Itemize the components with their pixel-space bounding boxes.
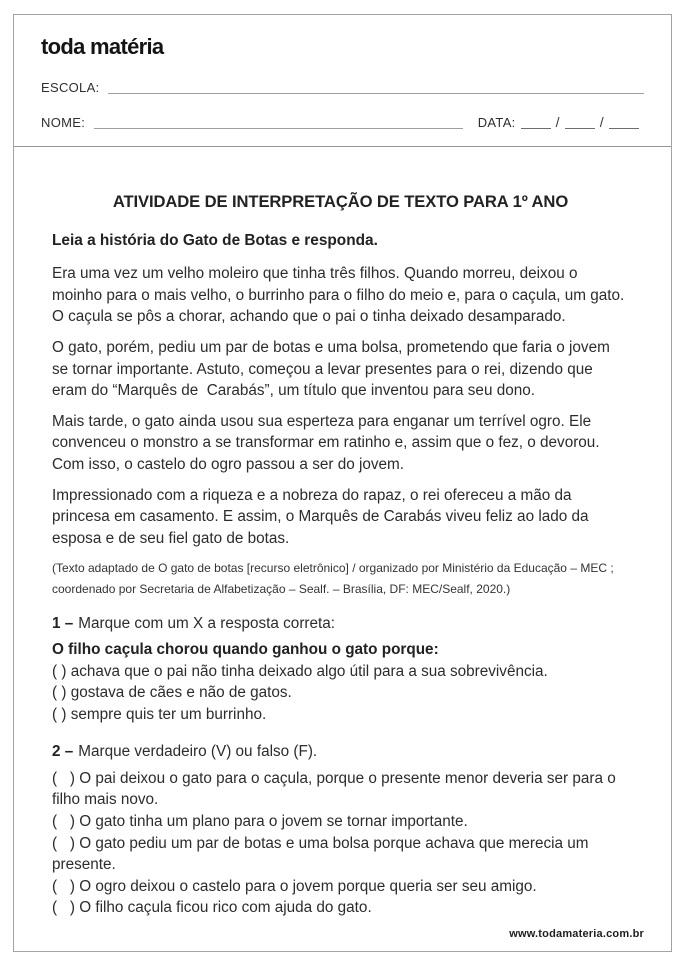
date-day-blank[interactable] xyxy=(521,126,551,129)
source-citation: (Texto adaptado de O gato de botas [recurso eletrônico] / organizado por Ministério da Educação – MEC ; coordenado por Secretaria de Alfabetização – Sealf. – Brasília, DF: MEC/Sealf, 2020.) xyxy=(52,561,614,596)
question-2-heading xyxy=(52,741,629,763)
true-false-item-4[interactable]: ( ) O ogro deixou o castelo para o jovem porque queria ser seu amigo. xyxy=(52,877,537,895)
school-blank-line[interactable] xyxy=(108,91,644,94)
story-paragraph-2: O gato, porém, pediu um par de botas e uma bolsa, prometendo que faria o jovem se tornar importante. Astuto, começou a levar presentes para o rei, dizendo que eram do “Marquês de Carabás”, um título que inventou para seu dono. xyxy=(52,338,615,400)
true-false-item-1[interactable]: ( ) O pai deixou o gato para o caçula, porque o presente menor deveria ser para o filho mais novo. xyxy=(52,769,621,809)
date-slash: / xyxy=(555,114,560,130)
answer-option-2[interactable]: ( ) gostava de cães e não de gatos. xyxy=(52,684,292,702)
date-year-blank[interactable] xyxy=(609,126,639,129)
date-slash: / xyxy=(599,114,604,130)
question-1-options xyxy=(52,661,629,726)
toda-materia-logo: toda matéria xyxy=(41,34,164,59)
question-1-number: 1 – xyxy=(52,615,74,633)
date-month-blank[interactable] xyxy=(565,126,595,129)
worksheet-content xyxy=(14,147,671,919)
question-2-items xyxy=(52,768,629,919)
story-paragraph-3: Mais tarde, o gato ainda usou sua esperteza para enganar um terrível ogro. Ele convenceu o monstro a se transformar em ratinho e, assim que o fez, o devorou. Com isso, o castelo do ogro passou a ser do jovem. xyxy=(52,412,604,473)
answer-option-1[interactable]: ( ) achava que o pai não tinha deixado algo útil para a sua sobrevivência. xyxy=(52,662,548,680)
question-2-prompt: Marque verdadeiro (V) ou falso (F). xyxy=(78,743,318,761)
worksheet-page xyxy=(13,14,672,952)
name-date-field-row xyxy=(41,114,644,130)
true-false-item-2[interactable]: ( ) O gato tinha um plano para o jovem se tornar importante. xyxy=(52,813,468,831)
question-2-number: 2 – xyxy=(52,743,74,761)
question-1-heading xyxy=(52,613,629,635)
date-field-group xyxy=(478,115,644,130)
reading-instruction: Leia a história do Gato de Botas e responda. xyxy=(52,231,378,249)
worksheet-header xyxy=(14,15,671,147)
school-label: ESCOLA: xyxy=(41,80,100,95)
name-blank-line[interactable] xyxy=(94,126,463,129)
question-1-stem: O filho caçula chorou quando ganhou o gato porque: xyxy=(52,640,439,658)
footer-url[interactable]: www.todamateria.com.br xyxy=(509,928,644,940)
date-label: DATA: xyxy=(477,115,516,130)
question-1-prompt: Marque com um X a resposta correta: xyxy=(78,615,336,633)
name-label: NOME: xyxy=(41,115,86,130)
story-paragraph-1: Era uma vez um velho moleiro que tinha três filhos. Quando morreu, deixou o moinho para o mais velho, o burrinho para o filho do meio e, para o caçula, um gato. O caçula se pôs a chorar, achando que o pai o tinha deixado desamparado. xyxy=(52,265,629,326)
true-false-item-5[interactable]: ( ) O filho caçula ficou rico com ajuda do gato. xyxy=(52,899,372,917)
story-paragraph-4: Impressionado com a riqueza e a nobreza do rapaz, o rei ofereceu a mão da princesa em casamento. E assim, o Marquês de Carabás viveu feliz ao lado da esposa e de seu fiel gato de botas. xyxy=(52,486,593,547)
worksheet-title: ATIVIDADE DE INTERPRETAÇÃO DE TEXTO PARA 1º ANO xyxy=(112,192,569,211)
answer-option-3[interactable]: ( ) sempre quis ter um burrinho. xyxy=(52,705,267,723)
school-field-row xyxy=(41,79,644,95)
true-false-item-3[interactable]: ( ) O gato pediu um par de botas e uma bolsa porque achava que merecia um presente. xyxy=(52,834,593,874)
